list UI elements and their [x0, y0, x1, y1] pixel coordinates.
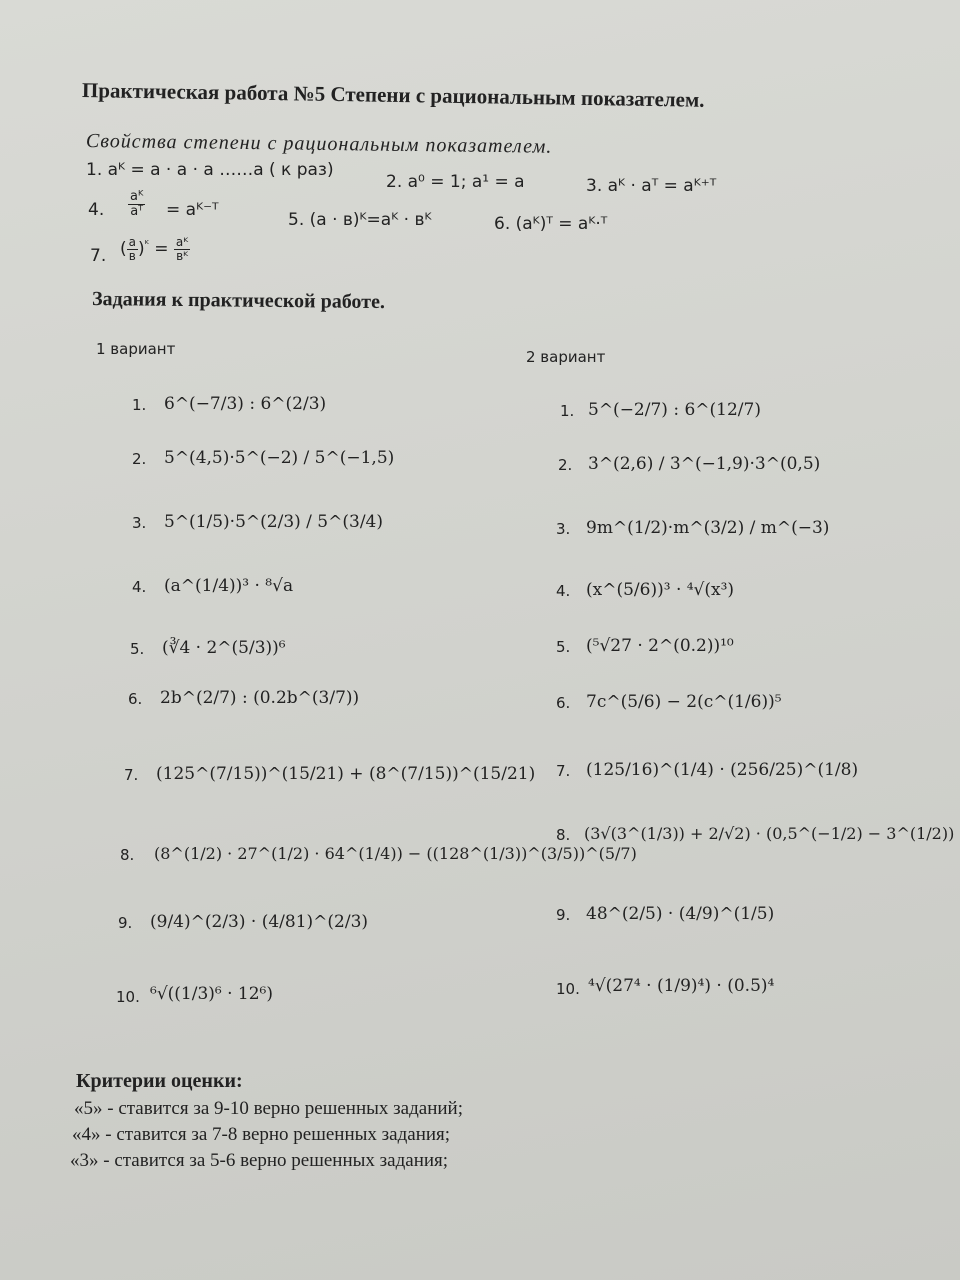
v2-task-number: 10. — [556, 980, 580, 998]
property-6: 6. (aᴷ)ᵀ = aᴷ·ᵀ — [494, 214, 608, 234]
v1-task-expression: (8^(1/2) · 27^(1/2) · 64^(1/4)) − ((128^(1/3))^(3/5))^(5/7) — [154, 844, 637, 863]
property-4-fraction: $\frac{\text{aᴷ}}{\text{aᵀ}}$ — [130, 189, 144, 219]
v1-task-expression: 6^(−7/3) : 6^(2/3) — [164, 394, 327, 414]
v1-task-number: 6. — [128, 690, 143, 708]
criteria-line: «4» - ставится за 7-8 верно решенных задания; — [72, 1124, 451, 1145]
property-5: 5. (a · в)ᴷ=aᴷ · вᴷ — [288, 210, 432, 230]
v2-task-expression: (⁵√27 · 2^(0.2))¹⁰ — [586, 636, 734, 656]
v1-task-expression: 5^(4,5)·5^(−2) / 5^(−1,5) — [164, 448, 395, 468]
v1-task-number: 10. — [116, 988, 140, 1006]
page-title: Практическая работа №5 Степени с рациональным показателем. — [81, 78, 705, 112]
v1-task-expression: (∛4 · 2^(5/3))⁶ — [162, 638, 286, 658]
criteria-line: «3» - ставится за 5-6 верно решенных задания; — [70, 1150, 449, 1171]
v1-task-number: 3. — [132, 514, 147, 532]
v2-task-expression: 9m^(1/2)·m^(3/2) / m^(−3) — [586, 518, 830, 538]
v1-task-expression: (a^(1/4))³ · ⁸√a — [164, 576, 294, 596]
v1-task-number: 4. — [132, 578, 147, 596]
property-4-number: 4. — [88, 200, 105, 220]
property-3: 3. aᴷ · aᵀ = aᴷ⁺ᵀ — [586, 176, 717, 196]
v2-task-number: 3. — [556, 520, 571, 538]
property-4-result: = aᴷ⁻ᵀ — [166, 200, 219, 220]
v2-task-expression: (3√(3^(1/3)) + 2/√2) · (0,5^(−1/2) − 3^(1/2)) — [584, 824, 955, 843]
v1-task-number: 2. — [132, 450, 147, 468]
v2-task-number: 9. — [556, 906, 571, 924]
criteria-line: «5» - ставится за 9-10 верно решенных заданий; — [74, 1098, 463, 1119]
v2-task-number: 4. — [556, 582, 571, 600]
properties-subtitle: Свойства степени с рациональным показателем. — [85, 130, 553, 158]
v2-task-number: 6. — [556, 694, 571, 712]
v1-task-expression: (125^(7/15))^(15/21) + (8^(7/15))^(15/21) — [156, 764, 536, 784]
v2-task-number: 8. — [556, 826, 571, 844]
property-1: 1. aᴷ = a · a · a ……a ( к раз) — [86, 160, 334, 180]
v1-task-expression: 2b^(2/7) : (0.2b^(3/7)) — [160, 688, 360, 708]
v2-task-number: 1. — [560, 402, 575, 420]
v2-task-expression: 5^(−2/7) : 6^(12/7) — [588, 400, 761, 420]
v2-task-number: 7. — [556, 762, 571, 780]
v2-task-expression: 7c^(5/6) − 2(c^(1/6))⁵ — [586, 692, 782, 712]
v2-task-expression: (125/16)^(1/4) · (256/25)^(1/8) — [586, 760, 859, 780]
tasks-heading: Задания к практической работе. — [91, 288, 386, 314]
v1-task-number: 7. — [124, 766, 139, 784]
v2-task-expression: 48^(2/5) · (4/9)^(1/5) — [586, 904, 775, 924]
property-2: 2. a⁰ = 1; a¹ = a — [386, 172, 525, 192]
v1-task-number: 8. — [120, 846, 135, 864]
v1-task-number: 9. — [118, 914, 133, 932]
v1-task-number: 1. — [132, 396, 147, 414]
v2-task-expression: ⁴√(27⁴ · (1/9)⁴) · (0.5)⁴ — [588, 976, 775, 996]
v2-task-expression: (x^(5/6))³ · ⁴√(x³) — [586, 580, 735, 600]
property-7-formula: ( $\frac{a}{в}$ )$^ᴷ$ = $\frac{\text{aᴷ}}{\text{вᴷ}}$ — [120, 235, 189, 263]
v1-task-expression: 5^(1/5)·5^(2/3) / 5^(3/4) — [164, 512, 383, 532]
property-7-number: 7. — [90, 246, 107, 266]
variant-1-label: 1 вариант — [96, 340, 176, 358]
criteria-heading: Критерии оценки: — [76, 1070, 243, 1092]
v2-task-number: 2. — [558, 456, 573, 474]
v1-task-expression: ⁶√((1/3)⁶ · 12⁶) — [150, 984, 274, 1004]
v2-task-expression: 3^(2,6) / 3^(−1,9)·3^(0,5) — [588, 454, 821, 474]
variant-2-label: 2 вариант — [526, 348, 606, 366]
v1-task-number: 5. — [130, 640, 145, 658]
v2-task-number: 5. — [556, 638, 571, 656]
v1-task-expression: (9/4)^(2/3) · (4/81)^(2/3) — [150, 912, 369, 932]
